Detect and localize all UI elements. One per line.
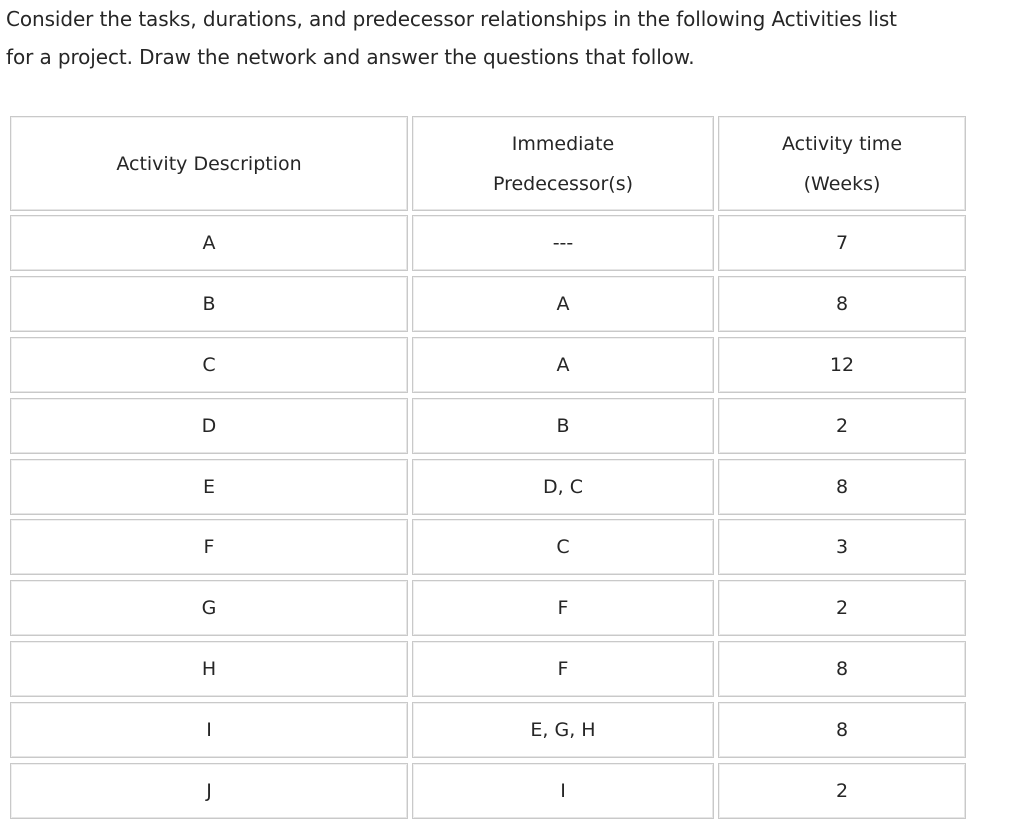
cell-time: 8 xyxy=(718,276,966,332)
cell-predecessors: F xyxy=(412,641,714,697)
header-pred-line-1: Immediate xyxy=(511,132,615,155)
cell-time: 12 xyxy=(718,337,966,393)
cell-predecessors: B xyxy=(412,398,714,454)
cell-predecessors: E, G, H xyxy=(412,702,714,758)
cell-predecessors: F xyxy=(412,580,714,636)
header-immediate-predecessors xyxy=(412,116,714,211)
cell-activity: D xyxy=(10,398,408,454)
cell-time: 8 xyxy=(718,641,966,697)
cell-time: 2 xyxy=(718,580,966,636)
question-line-2: for a project. Draw the network and answer the questions that follow. xyxy=(6,45,695,69)
header-activity-description: Activity Description xyxy=(10,116,408,211)
header-pred-line-2: Predecessor(s) xyxy=(492,172,634,195)
cell-predecessors: C xyxy=(412,519,714,575)
cell-activity: H xyxy=(10,641,408,697)
cell-activity: B xyxy=(10,276,408,332)
header-time-line-2: (Weeks) xyxy=(803,172,881,195)
cell-predecessors: A xyxy=(412,337,714,393)
header-time-line-1: Activity time xyxy=(781,132,903,155)
cell-activity: A xyxy=(10,215,408,271)
cell-predecessors: D, C xyxy=(412,459,714,515)
cell-activity: C xyxy=(10,337,408,393)
cell-time: 8 xyxy=(718,702,966,758)
cell-time: 8 xyxy=(718,459,966,515)
cell-predecessors: A xyxy=(412,276,714,332)
question-line-1: Consider the tasks, durations, and predecessor relationships in the following Activities list xyxy=(6,7,897,31)
cell-time: 2 xyxy=(718,763,966,819)
cell-time: 2 xyxy=(718,398,966,454)
cell-activity: G xyxy=(10,580,408,636)
cell-predecessors: I xyxy=(412,763,714,819)
cell-activity: I xyxy=(10,702,408,758)
cell-time: 3 xyxy=(718,519,966,575)
header-activity-time xyxy=(718,116,966,211)
cell-activity: J xyxy=(10,763,408,819)
cell-activity: E xyxy=(10,459,408,515)
cell-predecessors: --- xyxy=(412,215,714,271)
cell-activity: F xyxy=(10,519,408,575)
cell-time: 7 xyxy=(718,215,966,271)
